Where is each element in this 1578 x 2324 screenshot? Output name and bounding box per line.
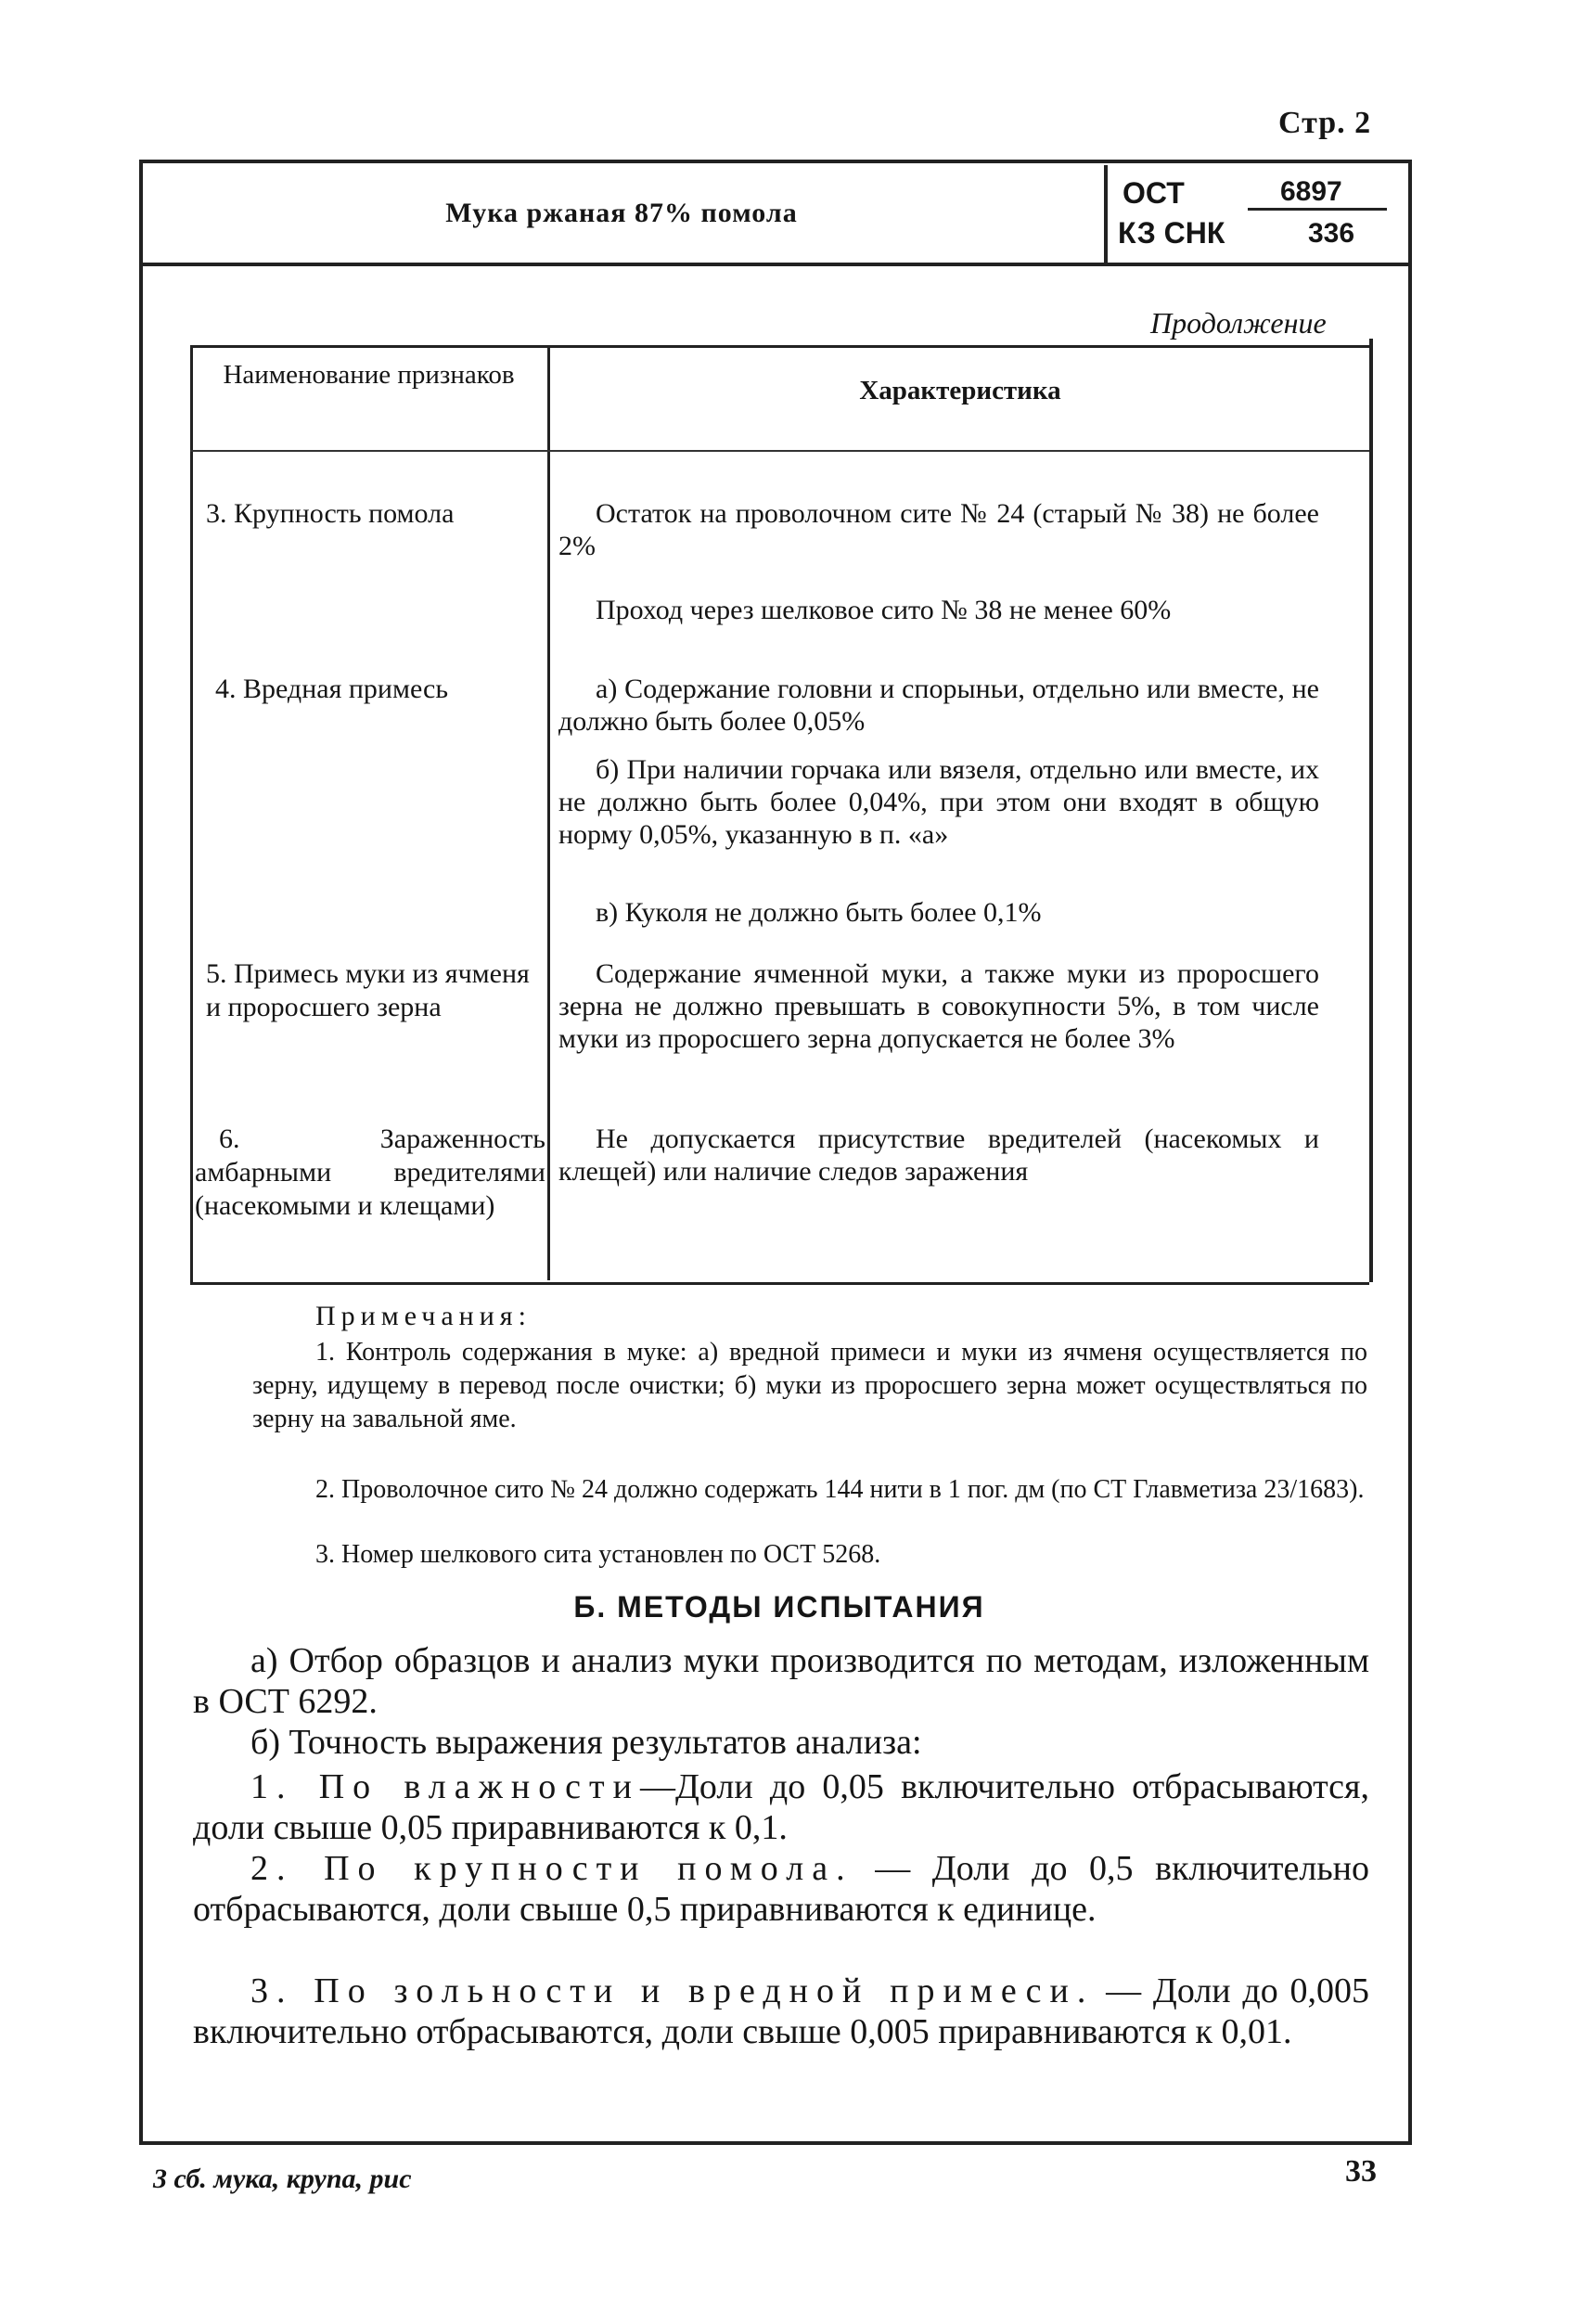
standard-number-ksnk: 336 [1308,218,1355,249]
table-row-characteristic: в) Куколя не должно быть более 0,1% [596,897,1042,928]
header-bottom-rule [143,263,1408,266]
table-row-name: 5. Примесь муки из ячменя и проросшего зерна [206,958,530,1022]
method-item [193,1766,1369,1848]
standard-label-ksnk: КЗ СНК [1118,216,1225,250]
table-header-name: Наименование признаков [223,360,515,390]
frame-top-rule [139,160,1412,163]
method-item-text: —Доли до 0,05 включительно отбрасываются, доли свыше 0,05 приравниваются к 0,1. [193,1767,1369,1847]
method-item [193,1971,1369,2052]
method-item-label: 3. По зольности и вредной примеси. [250,1971,1095,2010]
table-row-characteristic: Проход через шелковое сито № 38 не менее 60% [596,595,1172,625]
note-item: 3. Номер шелкового сита установлен по ОСТ 5268. [315,1540,881,1569]
note-item: 2. Проволочное сито № 24 должно содержать 144 нити в 1 пог. дм (по СТ Главметиза 23/1683). [315,1475,1365,1504]
table-row-name: 4. Вредная примесь [215,674,449,704]
table-column-divider [547,345,550,1280]
table-header-characteristic: Характеристика [859,376,1061,405]
table-bottom-rule [190,1282,1369,1285]
standard-label-ost: ОСТ [1123,176,1185,210]
table-row-characteristic: Остаток на проволочном сите № 24 (старый № 38) не более 2% [558,498,1319,561]
document-title: Мука ржаная 87% помола [445,198,798,228]
page-number: Стр. 2 [1278,106,1372,140]
table-row-characteristic: Не допускается присутствие вредителей (насекомых и клещей) или наличие следов заражения [558,1123,1319,1187]
method-paragraph: а) Отбор образцов и анализ муки производится по методам, изложенным в ОСТ 6292. [193,1641,1369,1721]
table-row-characteristic: а) Содержание головни и спорыньи, отдельно или вместе, не должно быть более 0,05% [558,674,1319,737]
notes-title: Примечания: [315,1301,532,1331]
continuation-label: Продолжение [1150,306,1327,340]
method-item-text: — Доли до 0,5 включительно отбрасываются, доли свыше 0,5 приравниваются к единице. [193,1849,1369,1929]
table-right-rule [1369,339,1373,1282]
method-item-label: 2. По крупности помола. [250,1849,853,1888]
table-top-rule [190,345,1369,348]
method-item [193,1848,1369,1930]
table-row-characteristic: б) При наличии горчака или вязеля, отдельно или вместе, их не должно быть более 0,04%, при этом они входят в общую норму 0,05%, указанную в п. «а» [558,754,1319,850]
table-row-name: 6. Зараженность амбарными вредителями (насекомыми и клещами) [195,1123,545,1221]
section-heading: Б. МЕТОДЫ ИСПЫТАНИЯ [573,1590,985,1624]
method-paragraph: б) Точность выражения результатов анализа: [250,1723,922,1762]
note-item: 1. Контроль содержания в муке: а) вредной примеси и муки из ячменя осуществляется по зерну, идущему в перевод после очистки; б) муки из проросшего зерна может осуществляться по зерну на завальной яме. [252,1338,1367,1433]
method-item-label: 1. По влажности [250,1767,640,1806]
standard-number-ost: 6897 [1280,176,1342,207]
standard-fraction-line [1248,208,1387,211]
header-separator [1104,165,1108,263]
table-row-name: 3. Крупность помола [206,498,455,529]
footer-page-number: 33 [1345,2154,1377,2189]
table-row-characteristic: Содержание ячменной муки, а также муки из проросшего зерна не должно превышать в совокупности 5%, в том числе муки из проросшего зерна допускается не более 3% [558,958,1319,1054]
footer-collection-label: 3 сб. мука, крупа, рис [153,2164,412,2194]
table-header-rule [190,450,1369,452]
table-left-rule [190,345,193,1282]
method-item-text: — Доли до 0,005 включительно отбрасываются, доли свыше 0,005 приравниваются к 0,01. [193,1971,1369,2051]
